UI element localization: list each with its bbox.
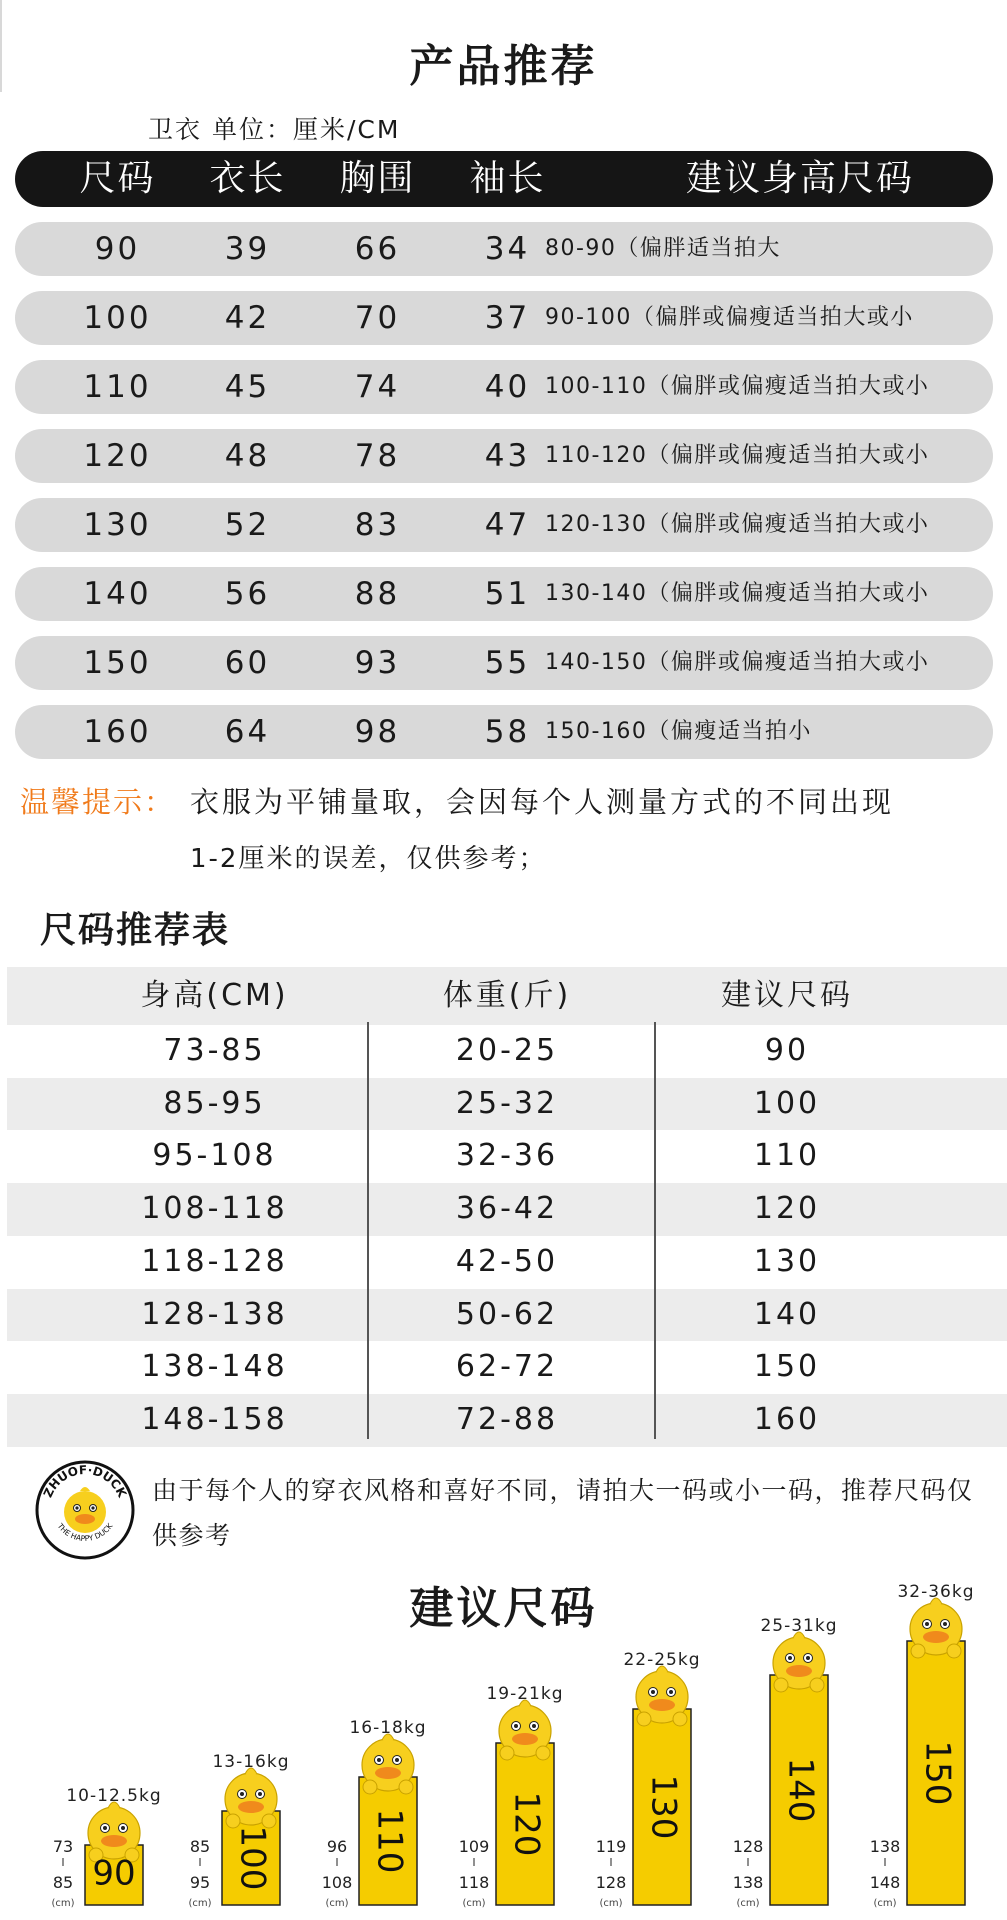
recommend-cell-weight: 62-72 — [455, 1349, 559, 1385]
svg-text:THE HAPPY DUCK: THE HAPPY DUCK — [55, 1521, 115, 1544]
tip-line-2: 1-2厘米的误差，仅供参考； — [190, 844, 547, 874]
height-high-label: 108 — [321, 1873, 353, 1892]
size-cell-note: 150-160（偏瘦适当拍小 — [545, 719, 812, 744]
bar-weight-label: 10-12.5kg — [66, 1786, 162, 1806]
height-low-label: 96 — [326, 1837, 348, 1856]
size-table-row — [15, 498, 993, 552]
recommend-cell-height: 138-148 — [141, 1349, 288, 1385]
size-cell-chest: 74 — [354, 369, 401, 405]
bar-size-label: 130 — [643, 1774, 684, 1840]
header-suggest-height: 建议身高尺码 — [685, 158, 914, 199]
height-unit-label: (cm) — [873, 1898, 897, 1909]
size-note: 由于每个人的穿衣风格和喜好不同，请拍大一码或小一码，推荐尺码仅供参考 — [152, 1476, 974, 1550]
size-cell-sleeve: 40 — [484, 369, 531, 405]
duck-mascot-icon — [225, 1768, 277, 1828]
recommend-cell-weight: 25-32 — [455, 1085, 559, 1121]
header-chest: 胸围 — [339, 158, 416, 199]
size-cell-note: 130-140（偏胖或偏瘦适当拍大或小 — [545, 581, 930, 606]
size-table-header — [15, 151, 993, 207]
recommend-cell-height: 108-118 — [141, 1191, 288, 1227]
height-unit-label: (cm) — [462, 1898, 486, 1909]
size-cell-size: 130 — [83, 507, 152, 543]
height-low-label: 85 — [189, 1837, 211, 1856]
height-high-label: 95 — [189, 1873, 211, 1892]
suggested-size-chart — [0, 1582, 1007, 1920]
size-cell-sleeve: 47 — [484, 507, 531, 543]
height-high-label: 148 — [869, 1873, 901, 1892]
recommend-row — [7, 1394, 1007, 1447]
header-size: 尺码 — [79, 158, 156, 199]
size-cell-chest: 78 — [354, 438, 401, 474]
recommend-row — [7, 1130, 1007, 1183]
recommend-row — [7, 1341, 1007, 1394]
recommend-cell-height: 128-138 — [141, 1296, 288, 1332]
zhuof-duck-logo — [35, 1460, 135, 1560]
recommend-cell-weight: 72-88 — [455, 1401, 559, 1437]
size-cell-sleeve: 34 — [484, 231, 531, 267]
recommend-cell-height: 118-128 — [141, 1243, 288, 1279]
height-low-label: 119 — [595, 1837, 627, 1856]
bar-weight-label: 25-31kg — [760, 1616, 838, 1636]
recommend-cell-size: 90 — [764, 1033, 810, 1068]
recommend-row — [7, 1025, 1007, 1078]
height-unit-label: (cm) — [51, 1898, 75, 1909]
bar-weight-label: 16-18kg — [349, 1718, 427, 1738]
recommend-table-title: 尺码推荐表 — [40, 910, 231, 951]
size-cell-length: 60 — [224, 645, 271, 681]
size-cell-size: 90 — [94, 231, 141, 267]
height-high-label: 138 — [732, 1873, 764, 1892]
size-cell-length: 48 — [224, 438, 271, 474]
size-cell-chest: 98 — [354, 714, 401, 750]
duck-mascot-icon — [499, 1700, 551, 1760]
height-high-label: 118 — [458, 1873, 490, 1892]
recommend-cell-height: 148-158 — [141, 1401, 288, 1437]
size-cell-chest: 66 — [354, 231, 401, 267]
recommend-cell-weight: 20-25 — [455, 1033, 559, 1068]
size-cell-note: 140-150（偏胖或偏瘦适当拍大或小 — [545, 650, 930, 675]
recommend-table — [7, 967, 1007, 1439]
recommend-cell-weight: 36-42 — [455, 1191, 559, 1227]
recommend-header-weight: 体重(斤) — [442, 978, 572, 1013]
recommend-cell-size: 140 — [753, 1296, 821, 1332]
recommend-row — [7, 1183, 1007, 1236]
size-table-row — [15, 636, 993, 690]
size-cell-sleeve: 43 — [484, 438, 531, 474]
size-cell-length: 39 — [224, 231, 271, 267]
size-cell-chest: 93 — [354, 645, 401, 681]
size-cell-note: 80-90（偏胖适当拍大 — [545, 236, 781, 261]
size-cell-length: 56 — [224, 576, 271, 612]
tip-line-1: 衣服为平铺量取，会因每个人测量方式的不同出现 — [190, 785, 895, 819]
size-cell-sleeve: 51 — [484, 576, 531, 612]
size-cell-note: 110-120（偏胖或偏瘦适当拍大或小 — [545, 443, 930, 468]
size-cell-note: 120-130（偏胖或偏瘦适当拍大或小 — [545, 512, 930, 537]
header-sleeve: 袖长 — [469, 158, 546, 199]
recommend-row — [7, 1078, 1007, 1131]
size-cell-length: 45 — [224, 369, 271, 405]
height-low-label: 109 — [458, 1837, 490, 1856]
recommend-cell-size: 160 — [753, 1401, 821, 1437]
height-high-label: 128 — [595, 1873, 627, 1892]
size-cell-length: 42 — [224, 300, 271, 336]
size-cell-length: 64 — [224, 714, 271, 750]
size-cell-note: 90-100（偏胖或偏瘦适当拍大或小 — [545, 305, 914, 330]
recommend-cell-weight: 32-36 — [455, 1138, 559, 1174]
size-table-row — [15, 222, 993, 276]
size-cell-sleeve: 58 — [484, 714, 531, 750]
bar-size-label: 90 — [92, 1853, 136, 1894]
bar-weight-label: 13-16kg — [212, 1752, 290, 1772]
height-unit-label: (cm) — [188, 1898, 212, 1909]
size-cell-chest: 70 — [354, 300, 401, 336]
size-cell-size: 100 — [83, 300, 152, 336]
duck-mascot-icon — [636, 1666, 688, 1726]
size-table-row — [15, 705, 993, 759]
height-high-label: 85 — [52, 1873, 74, 1892]
size-cell-sleeve: 37 — [484, 300, 531, 336]
duck-mascot-icon — [773, 1632, 825, 1692]
duck-mascot-icon — [910, 1598, 962, 1658]
bar-size-label: 150 — [917, 1740, 958, 1806]
recommend-header-height: 身高(CM) — [140, 978, 289, 1013]
bar-size-label: 110 — [369, 1808, 410, 1874]
size-cell-size: 150 — [83, 645, 152, 681]
recommend-cell-size: 150 — [753, 1349, 821, 1385]
recommend-cell-height: 85-95 — [163, 1085, 266, 1121]
bar-weight-label: 19-21kg — [486, 1684, 564, 1704]
size-table-row — [15, 360, 993, 414]
page-title: 产品推荐 — [409, 41, 598, 92]
recommend-header-row — [7, 967, 1007, 1025]
size-cell-sleeve: 55 — [484, 645, 531, 681]
height-low-label: 73 — [52, 1837, 74, 1856]
size-cell-size: 120 — [83, 438, 152, 474]
recommend-column-divider — [654, 1022, 656, 1439]
recommend-header-size: 建议尺码 — [721, 978, 853, 1013]
size-table-row — [15, 429, 993, 483]
size-cell-note: 100-110（偏胖或偏瘦适当拍大或小 — [545, 374, 930, 399]
height-unit-label: (cm) — [599, 1898, 623, 1909]
size-table-row — [15, 567, 993, 621]
height-low-label: 138 — [869, 1837, 901, 1856]
height-unit-label: (cm) — [325, 1898, 349, 1909]
bar-weight-label: 32-36kg — [897, 1582, 975, 1602]
size-cell-size: 110 — [83, 369, 152, 405]
recommend-cell-size: 100 — [753, 1085, 821, 1121]
size-cell-length: 52 — [224, 507, 271, 543]
recommend-cell-size: 110 — [753, 1138, 821, 1174]
bar-weight-label: 22-25kg — [623, 1650, 701, 1670]
size-cell-chest: 83 — [354, 507, 401, 543]
recommend-cell-height: 73-85 — [163, 1033, 266, 1068]
recommend-cell-height: 95-108 — [152, 1138, 277, 1174]
recommend-column-divider — [367, 1022, 369, 1439]
recommend-cell-weight: 50-62 — [455, 1296, 559, 1332]
recommend-cell-size: 120 — [753, 1191, 821, 1227]
recommend-row — [7, 1236, 1007, 1289]
size-cell-chest: 88 — [354, 576, 401, 612]
duck-mascot-icon — [362, 1734, 414, 1794]
tip-label: 温馨提示： — [20, 785, 176, 819]
recommend-cell-weight: 42-50 — [455, 1243, 559, 1279]
height-unit-label: (cm) — [736, 1898, 760, 1909]
recommend-cell-size: 130 — [753, 1243, 821, 1279]
unit-label: 卫衣 单位：厘米/CM — [148, 115, 401, 144]
chart-title: 建议尺码 — [409, 1583, 598, 1634]
height-low-label: 128 — [732, 1837, 764, 1856]
bar-size-label: 140 — [780, 1757, 821, 1823]
bar-size-label: 100 — [232, 1825, 273, 1891]
size-table-row — [15, 291, 993, 345]
bar-size-label: 120 — [506, 1791, 547, 1857]
header-length: 衣长 — [209, 158, 286, 199]
size-cell-size: 140 — [83, 576, 152, 612]
recommend-row — [7, 1289, 1007, 1342]
size-cell-size: 160 — [83, 714, 152, 750]
svg-text:ZHUOF·DUCK: ZHUOF·DUCK — [40, 1462, 130, 1500]
